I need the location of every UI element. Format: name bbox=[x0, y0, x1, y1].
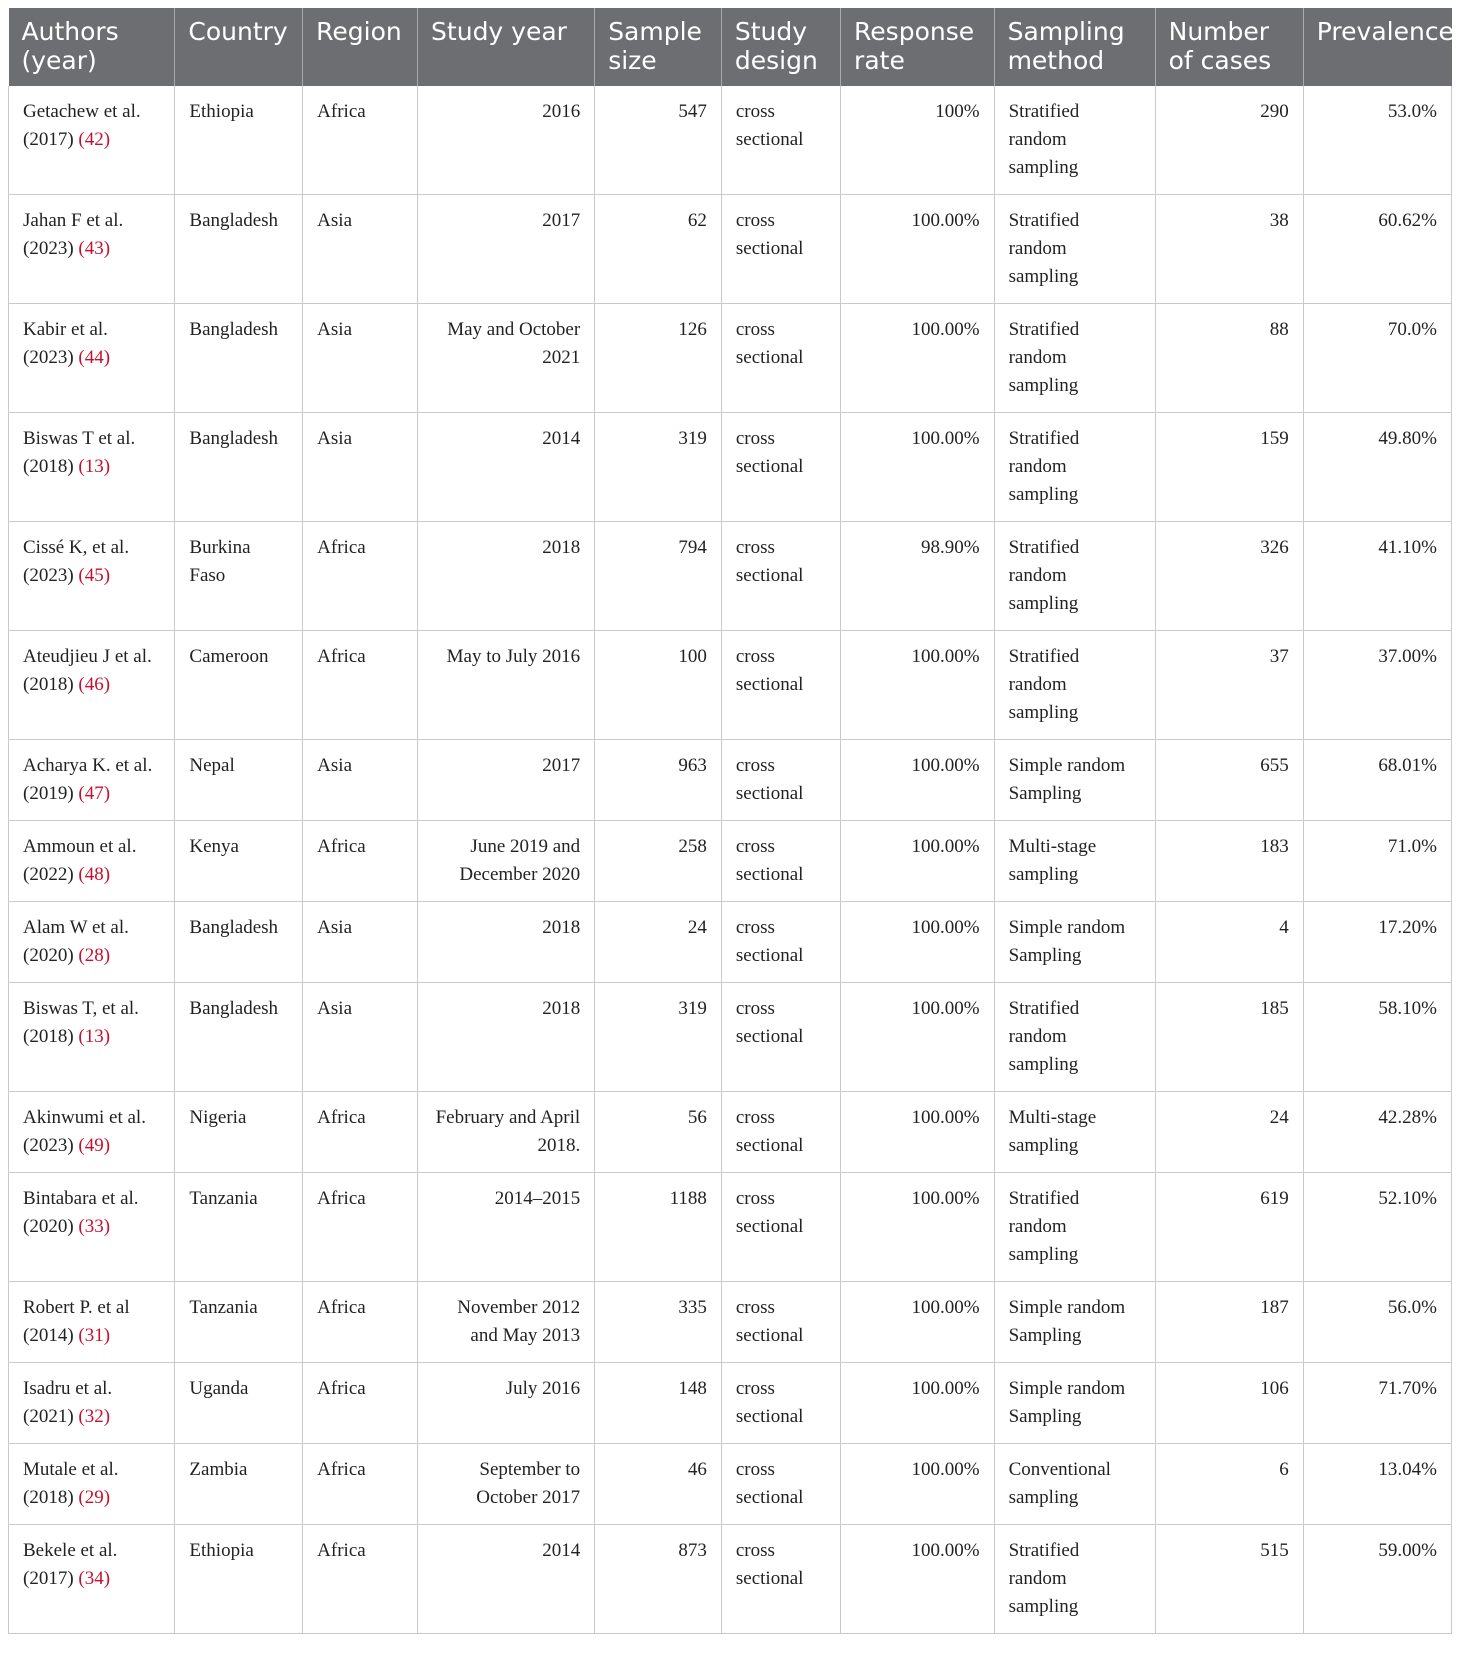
cell-number-of-cases: 37 bbox=[1155, 631, 1303, 740]
cell-sampling-method: Stratified random sampling bbox=[994, 522, 1155, 631]
cell-region: Asia bbox=[303, 304, 418, 413]
cell-sampling-method: Stratified random sampling bbox=[994, 413, 1155, 522]
cell-sampling-method: Stratified random sampling bbox=[994, 1525, 1155, 1634]
cell-authors bbox=[9, 821, 175, 902]
cell-authors bbox=[9, 1282, 175, 1363]
table-row bbox=[9, 86, 1452, 195]
cell-study-design: cross sectional bbox=[721, 1444, 840, 1525]
cell-prevalence: 17.20% bbox=[1303, 902, 1451, 983]
cell-sample-size: 547 bbox=[595, 86, 722, 195]
cell-number-of-cases: 655 bbox=[1155, 740, 1303, 821]
header-study-year: Study year bbox=[418, 8, 595, 86]
cell-sample-size: 46 bbox=[595, 1444, 722, 1525]
cell-sample-size: 24 bbox=[595, 902, 722, 983]
cell-authors bbox=[9, 902, 175, 983]
cell-region: Asia bbox=[303, 983, 418, 1092]
cell-study-year: 2018 bbox=[418, 902, 595, 983]
cell-sampling-method: Simple random Sampling bbox=[994, 1282, 1155, 1363]
cell-sample-size: 62 bbox=[595, 195, 722, 304]
cell-sampling-method: Conventional sampling bbox=[994, 1444, 1155, 1525]
author-name: Biswas T, et al. (2018) bbox=[23, 998, 139, 1047]
cell-country: Cameroon bbox=[175, 631, 303, 740]
cell-number-of-cases: 183 bbox=[1155, 821, 1303, 902]
cell-prevalence: 56.0% bbox=[1303, 1282, 1451, 1363]
cell-authors bbox=[9, 1173, 175, 1282]
cell-sampling-method: Stratified random sampling bbox=[994, 86, 1155, 195]
table-body bbox=[9, 86, 1452, 1634]
cell-number-of-cases: 187 bbox=[1155, 1282, 1303, 1363]
cell-prevalence: 59.00% bbox=[1303, 1525, 1451, 1634]
reference-link[interactable]: (47) bbox=[78, 783, 111, 804]
cell-study-year: November 2012 and May 2013 bbox=[418, 1282, 595, 1363]
cell-region: Africa bbox=[303, 1173, 418, 1282]
cell-country: Bangladesh bbox=[175, 902, 303, 983]
cell-sample-size: 963 bbox=[595, 740, 722, 821]
cell-authors bbox=[9, 983, 175, 1092]
cell-country: Bangladesh bbox=[175, 983, 303, 1092]
cell-region: Asia bbox=[303, 740, 418, 821]
cell-sampling-method: Simple random Sampling bbox=[994, 740, 1155, 821]
cell-study-year: 2014 bbox=[418, 1525, 595, 1634]
cell-study-design: cross sectional bbox=[721, 821, 840, 902]
reference-link[interactable]: (33) bbox=[78, 1216, 111, 1237]
cell-region: Africa bbox=[303, 631, 418, 740]
cell-study-design: cross sectional bbox=[721, 1525, 840, 1634]
cell-sample-size: 126 bbox=[595, 304, 722, 413]
cell-number-of-cases: 619 bbox=[1155, 1173, 1303, 1282]
table-row bbox=[9, 740, 1452, 821]
reference-link[interactable]: (13) bbox=[78, 1026, 111, 1047]
table-row bbox=[9, 1173, 1452, 1282]
cell-prevalence: 52.10% bbox=[1303, 1173, 1451, 1282]
cell-study-year: May and October 2021 bbox=[418, 304, 595, 413]
cell-study-year: 2018 bbox=[418, 522, 595, 631]
cell-response-rate: 98.90% bbox=[841, 522, 995, 631]
cell-study-design: cross sectional bbox=[721, 1092, 840, 1173]
cell-country: Nigeria bbox=[175, 1092, 303, 1173]
table-row bbox=[9, 413, 1452, 522]
cell-sample-size: 56 bbox=[595, 1092, 722, 1173]
author-name: Acharya K. et al. (2019) bbox=[23, 755, 153, 804]
cell-country: Ethiopia bbox=[175, 1525, 303, 1634]
reference-link[interactable]: (34) bbox=[78, 1568, 111, 1589]
cell-region: Asia bbox=[303, 195, 418, 304]
cell-sample-size: 319 bbox=[595, 413, 722, 522]
cell-response-rate: 100.00% bbox=[841, 195, 995, 304]
cell-region: Africa bbox=[303, 522, 418, 631]
cell-authors bbox=[9, 304, 175, 413]
cell-authors bbox=[9, 1444, 175, 1525]
cell-prevalence: 58.10% bbox=[1303, 983, 1451, 1092]
reference-link[interactable]: (42) bbox=[78, 129, 111, 150]
header-authors: Authors (year) bbox=[9, 8, 175, 86]
cell-sampling-method: Simple random Sampling bbox=[994, 1363, 1155, 1444]
cell-sample-size: 794 bbox=[595, 522, 722, 631]
cell-country: Burkina Faso bbox=[175, 522, 303, 631]
author-name: Robert P. et al (2014) bbox=[23, 1297, 130, 1346]
cell-prevalence: 53.0% bbox=[1303, 86, 1451, 195]
cell-authors bbox=[9, 740, 175, 821]
cell-prevalence: 60.62% bbox=[1303, 195, 1451, 304]
table-row bbox=[9, 983, 1452, 1092]
cell-study-design: cross sectional bbox=[721, 1282, 840, 1363]
cell-authors bbox=[9, 1363, 175, 1444]
reference-link[interactable]: (31) bbox=[78, 1325, 111, 1346]
cell-authors bbox=[9, 1092, 175, 1173]
studies-table-container bbox=[8, 8, 1452, 1634]
cell-study-year: 2016 bbox=[418, 86, 595, 195]
cell-prevalence: 49.80% bbox=[1303, 413, 1451, 522]
cell-study-design: cross sectional bbox=[721, 413, 840, 522]
cell-prevalence: 71.0% bbox=[1303, 821, 1451, 902]
table-row bbox=[9, 1444, 1452, 1525]
cell-country: Bangladesh bbox=[175, 195, 303, 304]
table-row bbox=[9, 821, 1452, 902]
header-number-of-cases: Number of cases bbox=[1155, 8, 1303, 86]
cell-sample-size: 319 bbox=[595, 983, 722, 1092]
header-response-rate: Response rate bbox=[841, 8, 995, 86]
header-prevalence: Prevalence bbox=[1303, 8, 1451, 86]
cell-response-rate: 100.00% bbox=[841, 821, 995, 902]
cell-prevalence: 42.28% bbox=[1303, 1092, 1451, 1173]
cell-study-year: June 2019 and December 2020 bbox=[418, 821, 595, 902]
author-name: Ammoun et al. (2022) bbox=[23, 836, 137, 885]
author-name: Jahan F et al. (2023) bbox=[23, 210, 124, 259]
author-name: Bekele et al. (2017) bbox=[23, 1540, 118, 1589]
reference-link[interactable]: (43) bbox=[78, 238, 111, 259]
cell-response-rate: 100.00% bbox=[841, 1173, 995, 1282]
cell-response-rate: 100.00% bbox=[841, 304, 995, 413]
cell-authors bbox=[9, 86, 175, 195]
cell-study-design: cross sectional bbox=[721, 631, 840, 740]
cell-prevalence: 13.04% bbox=[1303, 1444, 1451, 1525]
cell-study-year: May to July 2016 bbox=[418, 631, 595, 740]
cell-sample-size: 258 bbox=[595, 821, 722, 902]
cell-study-design: cross sectional bbox=[721, 740, 840, 821]
cell-number-of-cases: 185 bbox=[1155, 983, 1303, 1092]
cell-country: Ethiopia bbox=[175, 86, 303, 195]
cell-country: Uganda bbox=[175, 1363, 303, 1444]
cell-study-year: 2017 bbox=[418, 740, 595, 821]
author-name: Akinwumi et al. (2023) bbox=[23, 1107, 146, 1156]
author-name: Mutale et al. (2018) bbox=[23, 1459, 119, 1508]
cell-response-rate: 100% bbox=[841, 86, 995, 195]
cell-region: Asia bbox=[303, 902, 418, 983]
cell-country: Bangladesh bbox=[175, 413, 303, 522]
cell-number-of-cases: 106 bbox=[1155, 1363, 1303, 1444]
cell-sample-size: 335 bbox=[595, 1282, 722, 1363]
author-name: Getachew et al. (2017) bbox=[23, 101, 141, 150]
cell-study-year: 2017 bbox=[418, 195, 595, 304]
cell-authors bbox=[9, 1525, 175, 1634]
table-row bbox=[9, 631, 1452, 740]
cell-sampling-method: Multi-stage sampling bbox=[994, 821, 1155, 902]
cell-number-of-cases: 6 bbox=[1155, 1444, 1303, 1525]
header-sample-size: Sample size bbox=[595, 8, 722, 86]
author-name: Ateudjieu J et al. (2018) bbox=[23, 646, 152, 695]
author-name: Cissé K, et al. (2023) bbox=[23, 537, 130, 586]
table-header bbox=[9, 8, 1452, 86]
cell-study-design: cross sectional bbox=[721, 86, 840, 195]
cell-number-of-cases: 24 bbox=[1155, 1092, 1303, 1173]
cell-number-of-cases: 88 bbox=[1155, 304, 1303, 413]
cell-study-design: cross sectional bbox=[721, 902, 840, 983]
header-study-design: Study design bbox=[721, 8, 840, 86]
reference-link[interactable]: (48) bbox=[78, 864, 111, 885]
cell-number-of-cases: 326 bbox=[1155, 522, 1303, 631]
cell-prevalence: 70.0% bbox=[1303, 304, 1451, 413]
cell-sampling-method: Stratified random sampling bbox=[994, 304, 1155, 413]
table-row bbox=[9, 195, 1452, 304]
table-row bbox=[9, 522, 1452, 631]
cell-study-year: 2014 bbox=[418, 413, 595, 522]
cell-sampling-method: Multi-stage sampling bbox=[994, 1092, 1155, 1173]
cell-study-year: September to October 2017 bbox=[418, 1444, 595, 1525]
table-row bbox=[9, 1525, 1452, 1634]
cell-sampling-method: Stratified random sampling bbox=[994, 195, 1155, 304]
header-row bbox=[9, 8, 1452, 86]
cell-number-of-cases: 4 bbox=[1155, 902, 1303, 983]
author-name: Isadru et al. (2021) bbox=[23, 1378, 113, 1427]
studies-table bbox=[8, 8, 1452, 1634]
cell-number-of-cases: 290 bbox=[1155, 86, 1303, 195]
cell-response-rate: 100.00% bbox=[841, 1363, 995, 1444]
reference-link[interactable]: (28) bbox=[78, 945, 111, 966]
cell-study-design: cross sectional bbox=[721, 195, 840, 304]
cell-response-rate: 100.00% bbox=[841, 631, 995, 740]
cell-response-rate: 100.00% bbox=[841, 740, 995, 821]
cell-sample-size: 1188 bbox=[595, 1173, 722, 1282]
cell-study-year: 2018 bbox=[418, 983, 595, 1092]
cell-number-of-cases: 159 bbox=[1155, 413, 1303, 522]
reference-link[interactable]: (29) bbox=[78, 1487, 111, 1508]
reference-link[interactable]: (32) bbox=[78, 1406, 111, 1427]
cell-country: Bangladesh bbox=[175, 304, 303, 413]
cell-study-design: cross sectional bbox=[721, 304, 840, 413]
reference-link[interactable]: (49) bbox=[78, 1135, 111, 1156]
header-region: Region bbox=[303, 8, 418, 86]
cell-sampling-method: Stratified random sampling bbox=[994, 631, 1155, 740]
author-name: Alam W et al. (2020) bbox=[23, 917, 129, 966]
cell-region: Africa bbox=[303, 1525, 418, 1634]
cell-country: Kenya bbox=[175, 821, 303, 902]
cell-sample-size: 100 bbox=[595, 631, 722, 740]
cell-authors bbox=[9, 413, 175, 522]
cell-study-year: February and April 2018. bbox=[418, 1092, 595, 1173]
cell-sampling-method: Simple random Sampling bbox=[994, 902, 1155, 983]
cell-prevalence: 71.70% bbox=[1303, 1363, 1451, 1444]
cell-study-design: cross sectional bbox=[721, 1173, 840, 1282]
reference-link[interactable]: (46) bbox=[78, 674, 111, 695]
cell-study-year: 2014–2015 bbox=[418, 1173, 595, 1282]
cell-number-of-cases: 515 bbox=[1155, 1525, 1303, 1634]
author-name: Biswas T et al. (2018) bbox=[23, 428, 136, 477]
cell-region: Africa bbox=[303, 1282, 418, 1363]
cell-study-design: cross sectional bbox=[721, 983, 840, 1092]
reference-link[interactable]: (45) bbox=[78, 565, 111, 586]
cell-region: Africa bbox=[303, 1444, 418, 1525]
cell-prevalence: 68.01% bbox=[1303, 740, 1451, 821]
cell-response-rate: 100.00% bbox=[841, 1525, 995, 1634]
cell-prevalence: 37.00% bbox=[1303, 631, 1451, 740]
table-row bbox=[9, 1092, 1452, 1173]
author-name: Kabir et al. (2023) bbox=[23, 319, 108, 368]
cell-response-rate: 100.00% bbox=[841, 902, 995, 983]
header-sampling-method: Sampling method bbox=[994, 8, 1155, 86]
cell-sample-size: 148 bbox=[595, 1363, 722, 1444]
cell-response-rate: 100.00% bbox=[841, 1092, 995, 1173]
cell-response-rate: 100.00% bbox=[841, 413, 995, 522]
reference-link[interactable]: (44) bbox=[78, 347, 111, 368]
cell-sampling-method: Stratified random sampling bbox=[994, 1173, 1155, 1282]
reference-link[interactable]: (13) bbox=[78, 456, 111, 477]
cell-authors bbox=[9, 631, 175, 740]
cell-country: Nepal bbox=[175, 740, 303, 821]
cell-study-design: cross sectional bbox=[721, 1363, 840, 1444]
cell-number-of-cases: 38 bbox=[1155, 195, 1303, 304]
cell-prevalence: 41.10% bbox=[1303, 522, 1451, 631]
cell-sampling-method: Stratified random sampling bbox=[994, 983, 1155, 1092]
author-name: Bintabara et al. (2020) bbox=[23, 1188, 139, 1237]
table-row bbox=[9, 1282, 1452, 1363]
cell-study-year: July 2016 bbox=[418, 1363, 595, 1444]
cell-region: Africa bbox=[303, 1092, 418, 1173]
cell-response-rate: 100.00% bbox=[841, 1282, 995, 1363]
cell-region: Asia bbox=[303, 413, 418, 522]
table-row bbox=[9, 1363, 1452, 1444]
cell-region: Africa bbox=[303, 86, 418, 195]
cell-sample-size: 873 bbox=[595, 1525, 722, 1634]
header-country: Country bbox=[175, 8, 303, 86]
table-row bbox=[9, 304, 1452, 413]
cell-country: Tanzania bbox=[175, 1282, 303, 1363]
cell-region: Africa bbox=[303, 1363, 418, 1444]
table-row bbox=[9, 902, 1452, 983]
cell-country: Tanzania bbox=[175, 1173, 303, 1282]
cell-response-rate: 100.00% bbox=[841, 1444, 995, 1525]
cell-study-design: cross sectional bbox=[721, 522, 840, 631]
cell-authors bbox=[9, 195, 175, 304]
cell-authors bbox=[9, 522, 175, 631]
cell-country: Zambia bbox=[175, 1444, 303, 1525]
cell-region: Africa bbox=[303, 821, 418, 902]
cell-response-rate: 100.00% bbox=[841, 983, 995, 1092]
